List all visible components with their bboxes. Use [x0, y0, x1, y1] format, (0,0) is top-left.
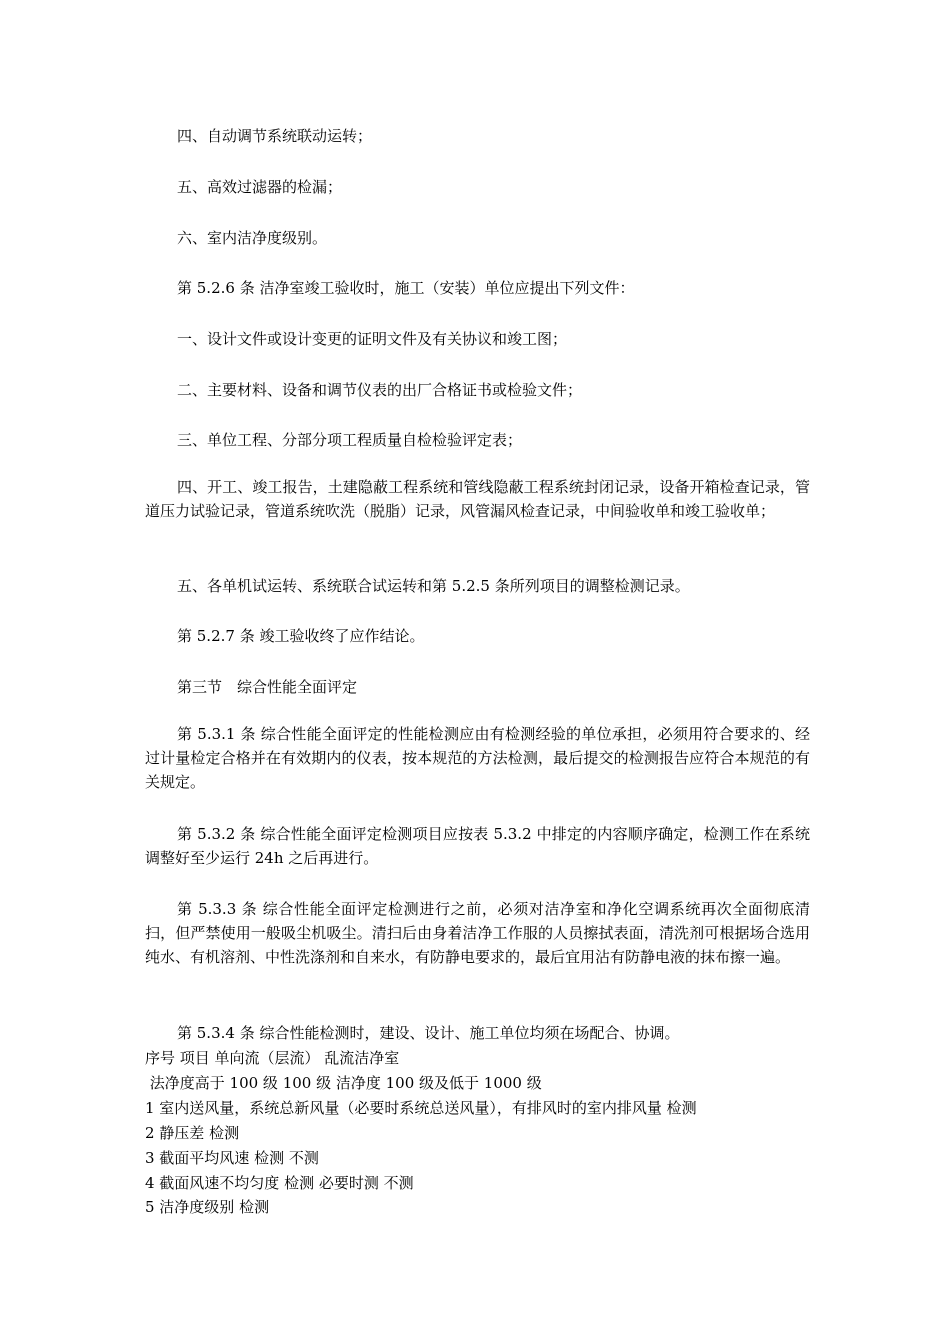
list-item-quality-assessment: 三、单位工程、分部分项工程质量自检检验评定表； [177, 431, 523, 449]
clause-5-3-2: 第 5.3.2 条 综合性能全面评定检测项目应按表 5.3.2 中排定的内容顺序确定，检测工作在系统调整好至少运行 24h 之后再进行。 [145, 825, 810, 867]
list-item-design-documents: 一、设计文件或设计变更的证明文件及有关协议和竣工图； [177, 330, 568, 348]
table-row: 4 截面风速不均匀度 检测 必要时测 不测 [145, 1174, 414, 1192]
table-row: 3 截面平均风速 检测 不测 [145, 1149, 319, 1167]
list-item-reports-records: 四、开工、竣工报告，土建隐蔽工程系统和管线隐蔽工程系统封闭记录，设备开箱检查记录，管道压力试验记录，管道系统吹洗（脱脂）记录，风管漏风检查记录，中间验收单和竣工验收单； [145, 478, 810, 520]
list-item-certificates: 二、主要材料、设备和调节仪表的出厂合格证书或检验文件； [177, 381, 583, 399]
section-heading: 第三节 综合性能全面评定 [177, 678, 358, 696]
list-item-cleanliness-class: 六、室内洁净度级别。 [177, 229, 328, 247]
list-item-auto-regulation: 四、自动调节系统联动运转； [177, 127, 373, 145]
clause-5-3-3: 第 5.3.3 条 综合性能全面评定检测进行之前，必须对洁净室和净化空调系统再次全面彻底清扫，但严禁使用一般吸尘机吸尘。清扫后由身着洁净工作服的人员擦拭表面，清洗剂可根据场合选用纯水、有机溶剂、中性洗涤剂和自来水，有防静电要求的，最后宜用沾有防静电液的抹布擦一遍。 [145, 900, 810, 966]
table-subheader-row: 法净度高于 100 级 100 级 洁净度 100 级及低于 1000 级 [145, 1074, 542, 1092]
clause-5-3-1: 第 5.3.1 条 综合性能全面评定的性能检测应由有检测经验的单位承担，必须用符合要求的、经过计量检定合格并在有效期内的仪表，按本规范的方法检测，最后提交的检测报告应符合本规范的有关规定。 [145, 725, 810, 791]
table-row: 1 室内送风量，系统总新风量（必要时系统总送风量），有排风时的室内排风量 检测 [145, 1099, 697, 1117]
table-row: 2 静压差 检测 [145, 1124, 240, 1142]
list-item-hepa-leak-test: 五、高效过滤器的检漏； [177, 178, 343, 196]
table-header-row: 序号 项目 单向流（层流） 乱流洁净室 [145, 1049, 400, 1067]
list-item-adjustment-records: 五、各单机试运转、系统联合试运转和第 5.2.5 条所列项目的调整检测记录。 [177, 577, 690, 595]
clause-5-2-7: 第 5.2.7 条 竣工验收终了应作结论。 [177, 627, 425, 645]
clause-5-2-6: 第 5.2.6 条 洁净室竣工验收时，施工（安装）单位应提出下列文件： [177, 279, 635, 297]
clause-5-3-4: 第 5.3.4 条 综合性能检测时，建设、设计、施工单位均须在场配合、协调。 [177, 1024, 680, 1042]
table-row: 5 洁净度级别 检测 [145, 1198, 270, 1216]
